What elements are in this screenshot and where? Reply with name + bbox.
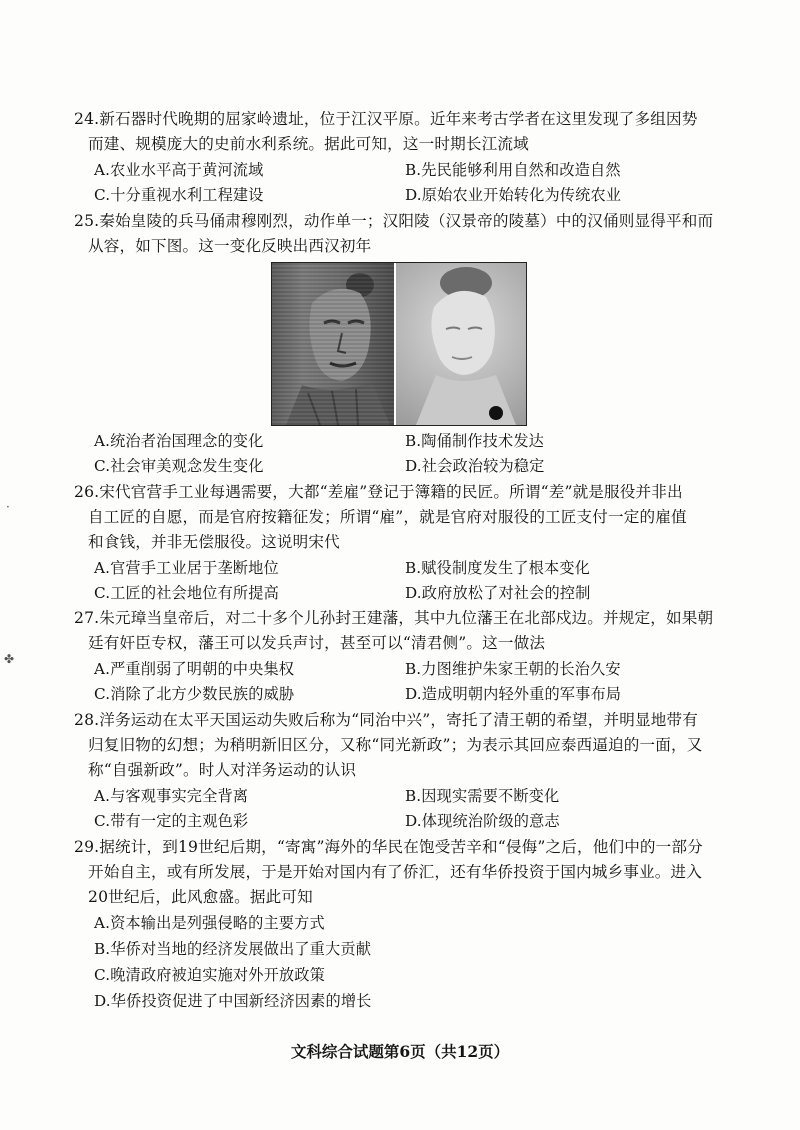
q25-stem-line-1: 25.秦始皇陵的兵马俑肃穆刚烈，动作单一；汉阳陵（汉景帝的陵墓）中的汉俑则显得平和而: [74, 212, 714, 230]
q28-option-b: B.因现实需要不断变化: [405, 787, 560, 805]
q24-stem-line-2: 而建、规模庞大的史前水利系统。据此可知，这一时期长江流域: [88, 135, 529, 153]
q27-option-a: A.严重削弱了明朝的中央集权: [94, 660, 295, 678]
q29-option-c: C.晚清政府被迫实施对外开放政策: [94, 966, 325, 984]
page-footer: 文科综合试题第6页（共12页）: [290, 1042, 510, 1061]
q27-option-d: D.造成明朝内轻外重的军事布局: [405, 685, 622, 703]
q24-stem-line-1: 24.新石器时代晚期的屈家岭遗址，位于江汉平原。近年来考古学者在这里发现了多组因势: [74, 110, 698, 128]
q26-stem-line-2: 自工匠的自愿，而是官府按籍征发；所谓“雇”，就是官府对服役的工匠支付一定的雇值: [88, 508, 687, 526]
q25-option-d: D.社会政治较为稳定: [405, 457, 545, 475]
q28-option-a: A.与客观事实完全背离: [94, 787, 249, 805]
q27-stem-line-1: 27.朱元璋当皇帝后，对二十多个儿孙封王建藩，其中九位藩王在北部戍边。并规定，如果朝: [74, 609, 714, 627]
q24-option-b: B.先民能够利用自然和改造自然: [405, 161, 621, 179]
han-terracotta-figure-image: [394, 263, 526, 425]
q25-stem-line-2: 从容，如下图。这一变化反映出西汉初年: [88, 237, 372, 255]
q26-option-c: C.工匠的社会地位有所提高: [94, 584, 279, 602]
q28-stem-line-2: 归复旧物的幻想；为稍明新旧区分，又称“同光新政”；为表示其回应泰西逼迫的一面，又: [88, 736, 703, 754]
q28-stem-line-1: 28.洋务运动在太平天国运动失败后称为“同治中兴”，寄托了清王朝的希望，并明显地带有: [74, 711, 699, 729]
q29-stem-line-1: 29.据统计，到19世纪后期，“寄寓”海外的华民在饱受苦辛和“侵侮”之后，他们中的一部分: [74, 838, 703, 856]
terracotta-figures-photo: [271, 262, 527, 426]
q26-stem-line-3: 和食钱，并非无偿服役。这说明宋代: [88, 533, 340, 551]
q26-option-a: A.官营手工业居于垄断地位: [94, 559, 279, 577]
q25-option-a: A.统治者治国理念的变化: [94, 432, 264, 450]
q26-option-b: B.赋役制度发生了根本变化: [405, 559, 591, 577]
q24-option-a: A.农业水平高于黄河流域: [94, 161, 264, 179]
q26-stem-line-1: 26.宋代官营手工业每遇需要，大都“差雇”登记于簿籍的民匠。所谓“差”就是服役并非出: [74, 483, 683, 501]
q29-option-a: A.资本输出是列强侵略的主要方式: [94, 914, 325, 932]
q28-stem-line-3: 称“自强新政”。时人对洋务运动的认识: [88, 761, 357, 779]
q24-option-c: C.十分重视水利工程建设: [94, 186, 264, 204]
q29-stem-line-2: 开始自主，或有所发展，于是开始对国内有了侨汇，还有华侨投资于国内城乡事业。进入: [88, 863, 703, 881]
q29-option-b: B.华侨对当地的经济发展做出了重大贡献: [94, 940, 372, 958]
q29-stem-line-3: 20世纪后，此风愈盛。据此可知: [88, 888, 313, 906]
q25-option-b: B.陶俑制作技术发达: [405, 432, 544, 450]
q24-option-d: D.原始农业开始转化为传统农业: [405, 186, 622, 204]
qin-terracotta-warrior-image: [272, 263, 394, 425]
q28-option-d: D.体现统治阶级的意志: [405, 812, 560, 830]
q29-option-d: D.华侨投资促进了中国新经济因素的增长: [94, 992, 372, 1010]
q27-option-b: B.力图维护朱家王朝的长治久安: [405, 660, 621, 678]
q26-option-d: D.政府放松了对社会的控制: [405, 584, 591, 602]
q28-option-c: C.带有一定的主观色彩: [94, 812, 249, 830]
q27-stem-line-2: 廷有奸臣专权，藩王可以发兵声讨，甚至可以“清君侧”。这一做法: [88, 634, 546, 652]
scan-speck-mark: ·: [6, 500, 10, 514]
scan-speck-mark: ✤: [4, 652, 15, 666]
q27-option-c: C.消除了北方少数民族的威胁: [94, 685, 295, 703]
q25-option-c: C.社会审美观念发生变化: [94, 457, 264, 475]
